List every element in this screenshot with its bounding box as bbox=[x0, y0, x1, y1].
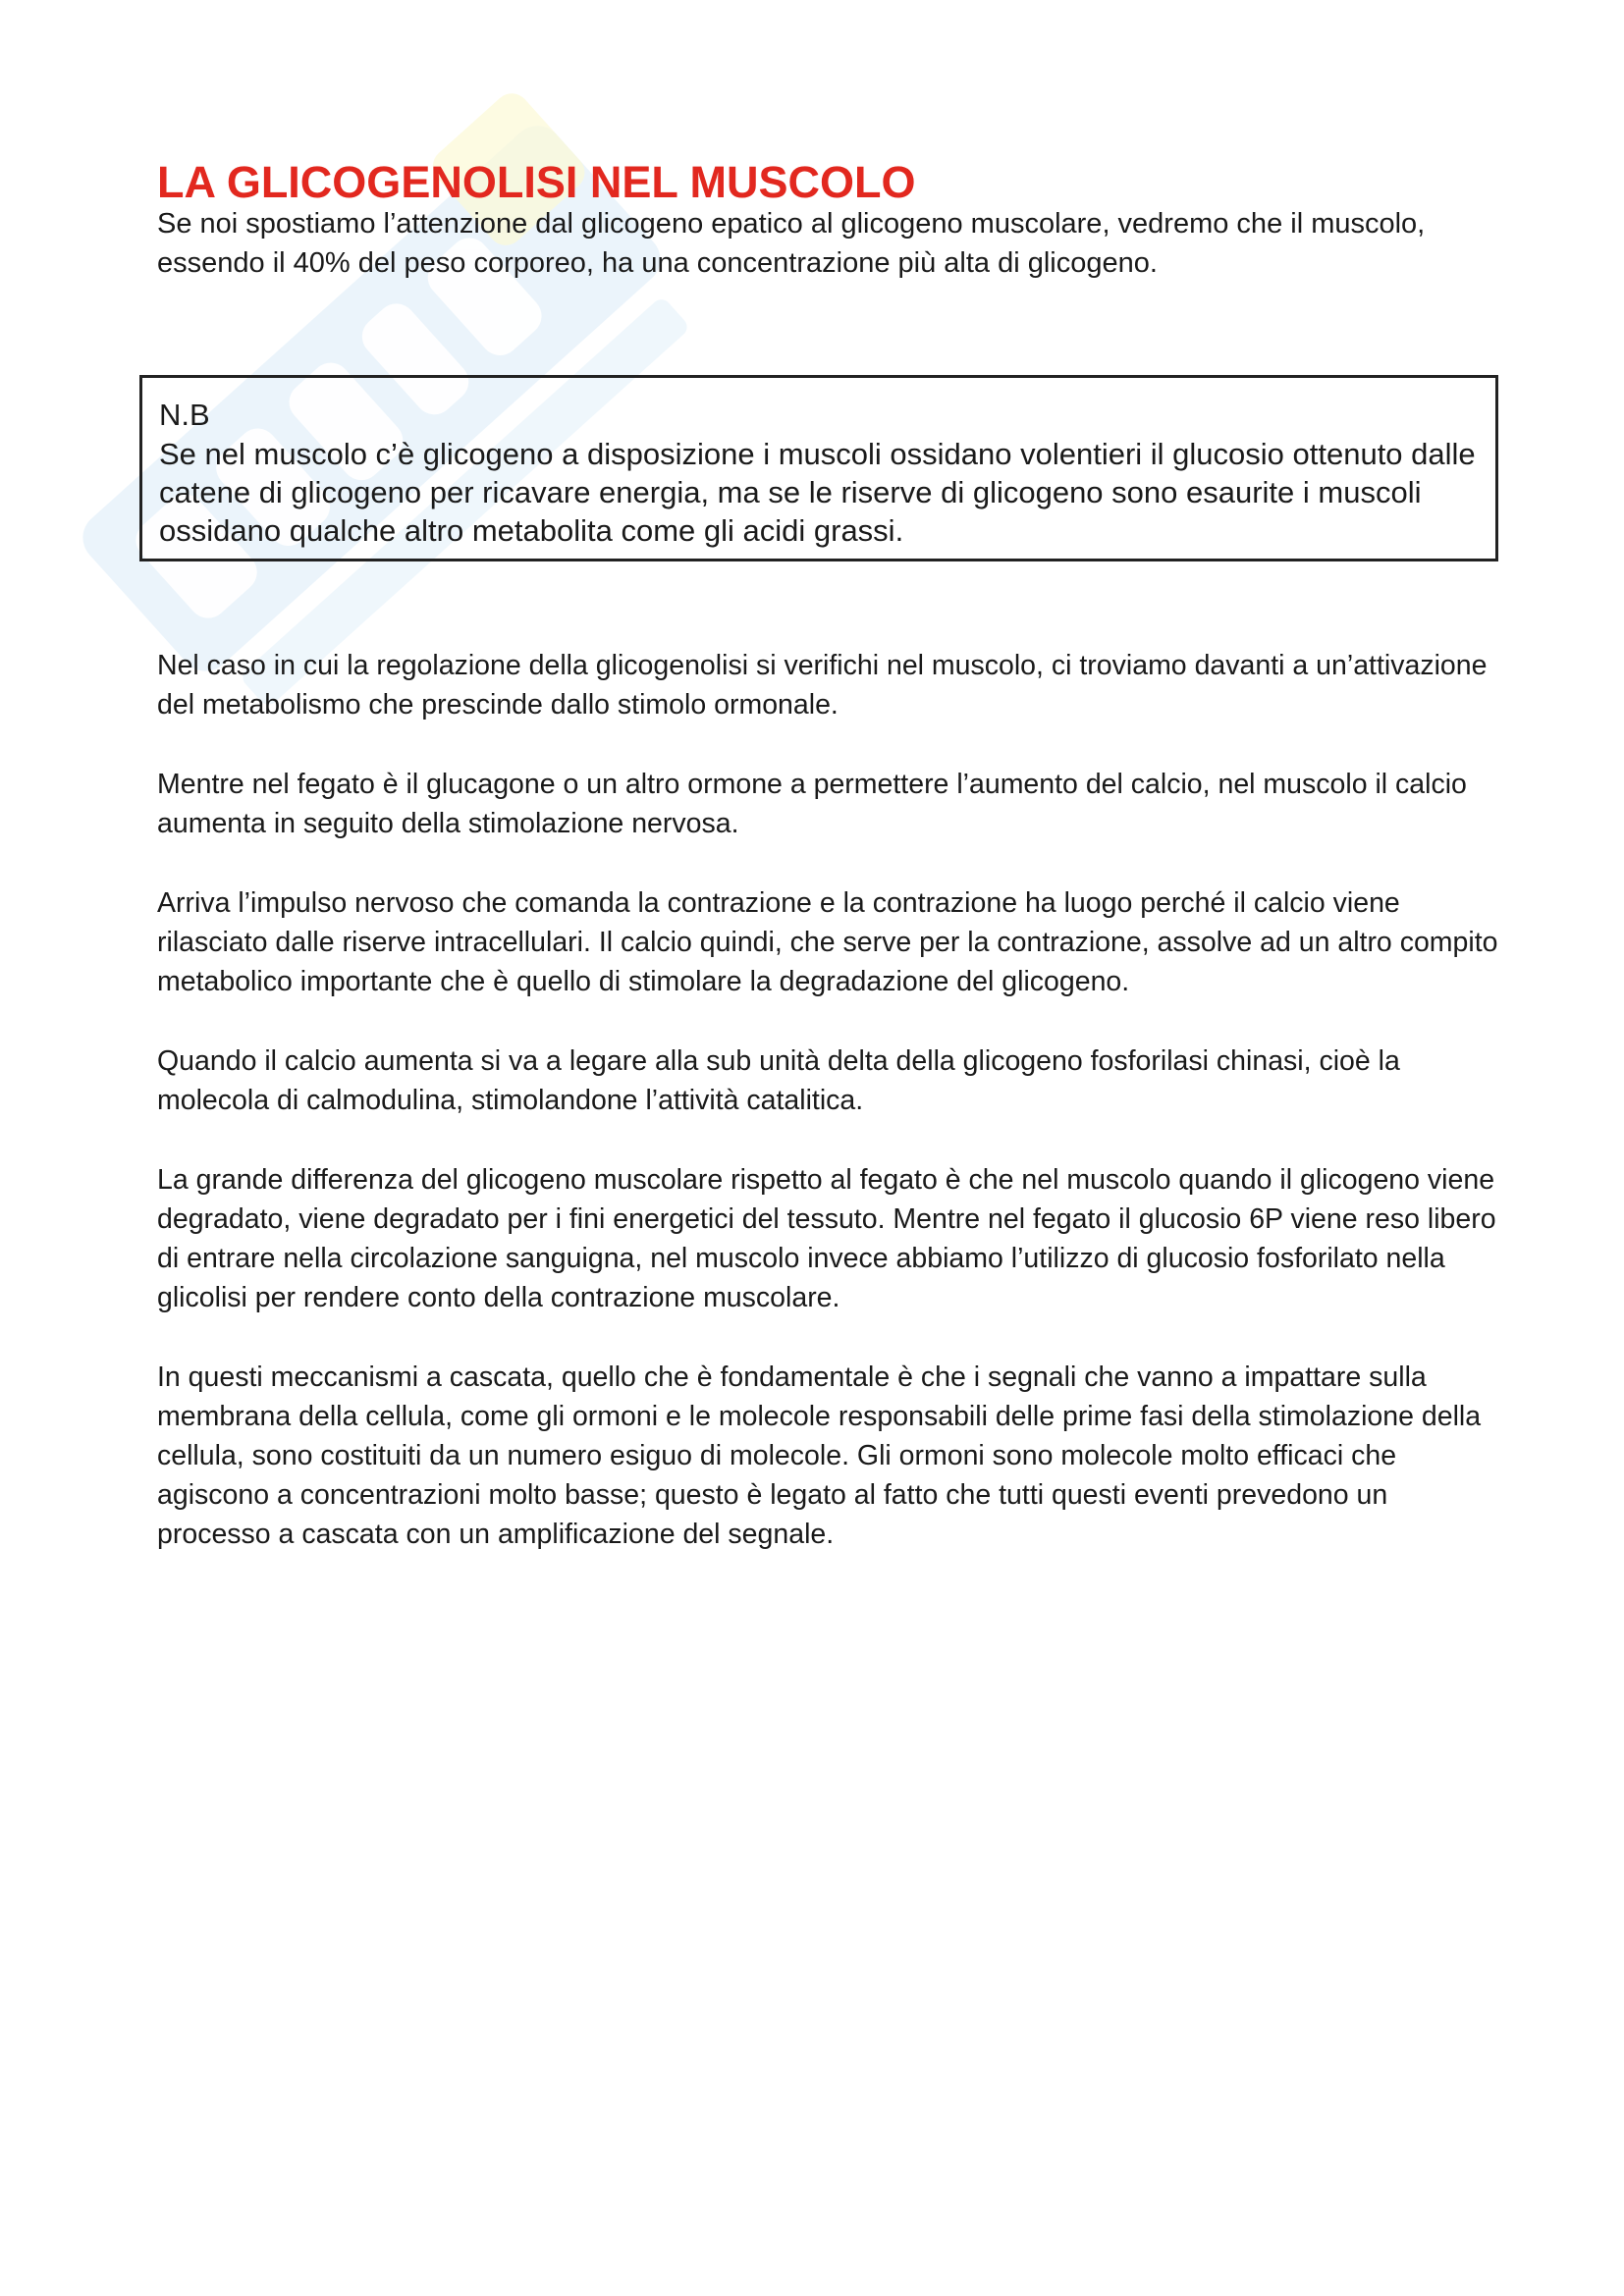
body-paragraph: In questi meccanismi a cascata, quello che è fondamentale è che i segnali che vanno a impattare sulla membrana della cellula, come gli ormoni e le molecole responsabili delle prime fasi della stimolazione della cellula, sono costituiti da un numero esiguo di molecole. Gli ormoni sono molecole molto efficaci che agiscono a concentrazioni molto basse; questo è legato al fatto che tutti questi eventi prevedono un processo a cascata con un amplificazione del segnale. bbox=[157, 1362, 1482, 1550]
body-paragraph: Quando il calcio aumenta si va a legare alla sub unità delta della glicogeno fosforilasi chinasi, cioè la molecola di calmodulina, stimolandone l’attività catalitica. bbox=[157, 1045, 1400, 1116]
document-title: LA GLICOGENOLISI NEL MUSCOLO bbox=[157, 157, 916, 207]
intro-paragraph: Se noi spostiamo l’attenzione dal glicogeno epatico al glicogeno muscolare, vedremo che il muscolo, essendo il 40% del peso corporeo, ha una concentrazione più alta di glicogeno. bbox=[157, 208, 1426, 279]
body-paragraph: La grande differenza del glicogeno muscolare rispetto al fegato è che nel muscolo quando il glicogeno viene degradato, viene degradato per i fini energetici del tessuto. Mentre nel fegato il glucosio 6P viene reso libero di entrare nella circolazione sanguigna, nel muscolo invece abbiamo l’utilizzo di glucosio fosforilato nella glicolisi per rendere conto della contrazione muscolare. bbox=[157, 1164, 1496, 1313]
body-paragraph: Mentre nel fegato è il glucagone o un altro ormone a permettere l’aumento del calcio, nel muscolo il calcio aumenta in seguito della stimolazione nervosa. bbox=[157, 769, 1467, 839]
body-text bbox=[157, 646, 1502, 1594]
body-paragraph: Arriva l’impulso nervoso che comanda la contrazione e la contrazione ha luogo perché il calcio viene rilasciato dalle riserve intracellulari. Il calcio quindi, che serve per la contrazione, assolve ad un altro compito metabolico importante che è quello di stimolare la degradazione del glicogeno. bbox=[157, 887, 1498, 997]
note-label: N.B bbox=[159, 398, 210, 432]
note-box bbox=[139, 375, 1498, 561]
body-paragraph: Nel caso in cui la regolazione della glicogenolisi si verifichi nel muscolo, ci troviamo davanti a un’attivazione del metabolismo che prescinde dallo stimolo ormonale. bbox=[157, 650, 1488, 721]
note-text: Se nel muscolo c’è glicogeno a disposizione i muscoli ossidano volentieri il glucosio ottenuto dalle catene di glicogeno per ricavare energia, ma se le riserve di glicogeno sono esaurite i muscoli ossidano qualche altro metabolita come gli acidi grassi. bbox=[159, 437, 1476, 548]
